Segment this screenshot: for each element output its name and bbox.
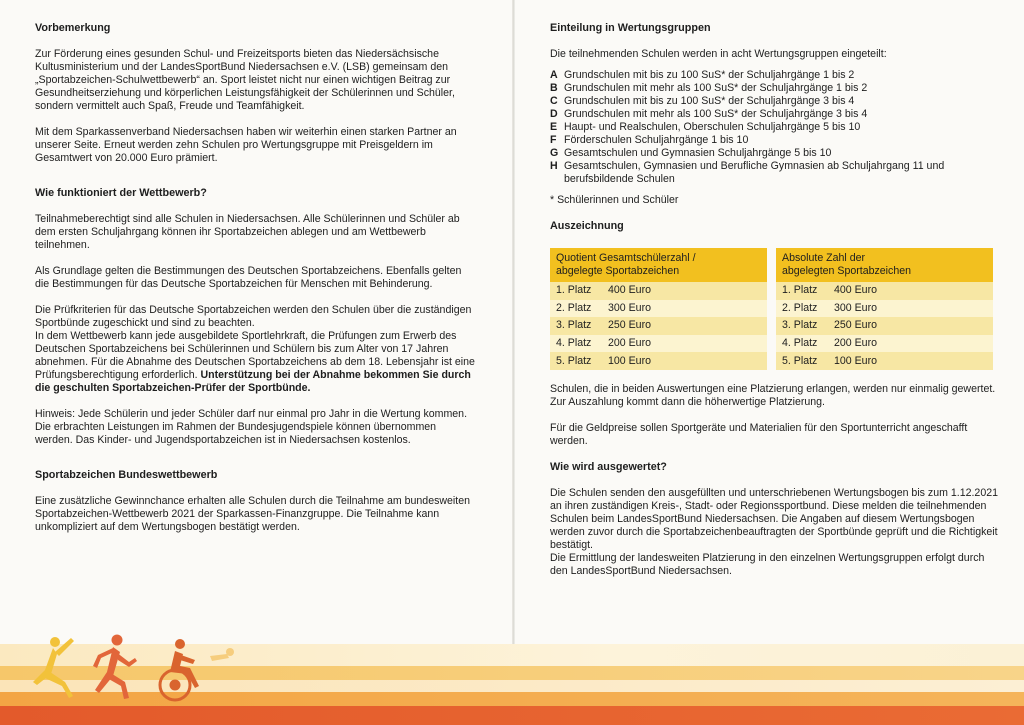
prize-table-header [550, 248, 767, 282]
prize-table-header-line1: Quotient Gesamtschülerzahl / [556, 252, 696, 264]
place-cell: 1. Platz [782, 284, 818, 297]
wettbewerb-hinweis: Hinweis: Jede Schülerin und jeder Schüler darf nur einmal pro Jahr in die Wertung kommen. Die erbrachten Leistungen im Rahmen der Bundesjugendspiele können übernommen werden. Das Kinder- und Jugendsportabzeichen ist in Niedersachsen kostenlos. [35, 408, 468, 446]
prize-tables [550, 248, 998, 370]
amount-cell: 250 Euro [834, 319, 877, 332]
amount-cell: 200 Euro [608, 337, 651, 350]
table-row [776, 335, 993, 353]
group-key: D [550, 108, 558, 120]
prize-table-header [776, 248, 993, 282]
right-column [550, 22, 998, 578]
vorbemerkung-paragraph-1: Zur Förderung eines gesunden Schul- und Freizeitsports bieten das Niedersächsische Kultusministerium und der LandesSportBund Niedersachsen e.V. (LSB) gemeinsam den „Sportabzeichen-Schulwettbewerb“ an. Sport leistet nicht nur einen wichtigen Beitrag zur Gesundheitserziehung und körperlichen Leistungsfähigkeit der Schülerinnen und Schüler, sondern vermittelt auch Spaß, Freude und Teamfähigkeit. [35, 48, 455, 112]
wettbewerb-paragraph-3b-text: In dem Wettbewerb kann jede ausgebildete Sportlehrkraft, die Prüfungen zum Erwerb des Deutschen Sportabzeichens bei Schülerinnen und Schülern bis zum Alter von 17 Jahren abnehmen. Für die Abnahme des Deutschen Sportabzeichens ab dem 18. Lebensjahr ist eine Prüfungsberechtigung erforderlich. [35, 330, 475, 381]
group-key: F [550, 134, 557, 146]
wettbewerb-paragraph-1: Teilnahmeberechtigt sind alle Schulen in Niedersachsen. Alle Schülerinnen und Schüler ab dem ersten Schuljahrgang können ihr Sportabzeichen ablegen und am Wettbewerb teilnehmen. [35, 213, 460, 251]
auszeichnung-paragraph-1: Schulen, die in beiden Auswertungen eine Platzierung erlangen, werden nur einmalig gewertet. Zur Auszahlung kommt dann die höherwertige Platzierung. [550, 382, 996, 408]
place-cell: 3. Platz [556, 319, 592, 332]
table-row [776, 352, 993, 370]
group-key: C [550, 95, 558, 107]
amount-cell: 400 Euro [834, 284, 877, 297]
wettbewerb-paragraph-3a: Die Prüfkriterien für das Deutsche Sportabzeichen werden den Schulen über die zuständigen Sportbünde zugeschickt und sind zu beachten. [35, 304, 472, 329]
wheelchair-athlete-icon [160, 670, 190, 700]
group-list [550, 69, 998, 186]
group-item [550, 95, 998, 108]
sport-figures [25, 630, 245, 725]
table-row [776, 300, 993, 318]
table-row [550, 317, 767, 335]
group-key: A [550, 69, 558, 81]
amount-cell: 200 Euro [834, 337, 877, 350]
heading-wettbewerb: Wie funktioniert der Wettbewerb? [35, 187, 207, 199]
left-column [35, 22, 475, 534]
table-row [550, 335, 767, 353]
prize-table-quotient [550, 248, 767, 370]
group-text: Grundschulen mit mehr als 100 SuS* der Schuljahrgänge 3 bis 4 [564, 108, 868, 120]
bundeswettbewerb-paragraph: Eine zusätzliche Gewinnchance erhalten alle Schulen durch die Teilnahme am bundesweiten Sportabzeichen-Wettbewerb 2021 der Sparkassen-Finanzgruppe. Die Teilnahme kann unkompliziert auf dem Wertungsbogen bestätigt werden. [35, 495, 471, 533]
table-row [550, 352, 767, 370]
swimmer-icon [210, 648, 234, 661]
prize-table-header-line2: abgelegte Sportabzeichen [556, 265, 680, 277]
group-item [550, 69, 998, 82]
group-text: Gesamtschulen und Gymnasien Schuljahrgänge 5 bis 10 [564, 147, 832, 159]
einteilung-intro: Die teilnehmenden Schulen werden in acht Wertungsgruppen eingeteilt: [550, 48, 887, 60]
group-key: G [550, 147, 559, 159]
group-text: Grundschulen mit mehr als 100 SuS* der Schuljahrgänge 1 bis 2 [564, 82, 868, 94]
group-key: H [550, 160, 558, 172]
prize-table-header-line2: abgelegten Sportabzeichen [782, 265, 911, 277]
group-item [550, 82, 998, 95]
wettbewerb-paragraph-3b-bold: Unterstützung bei der Abnahme bekommen Sie durch die geschulten Sportabzeichen-Prüfer der Sportbünde. [35, 369, 471, 394]
place-cell: 4. Platz [556, 337, 592, 350]
amount-cell: 300 Euro [834, 301, 877, 314]
auszeichnung-paragraph-2: Für die Geldpreise sollen Sportgeräte und Materialien für den Sportunterricht angeschafft werden. [550, 421, 968, 447]
wettbewerb-paragraph-2: Als Grundlage gelten die Bestimmungen des Deutschen Sportabzeichens. Ebenfalls gelten die Bestimmungen für das Deutsche Sportabzeichen für Menschen mit Behinderung. [35, 265, 462, 290]
group-item [550, 147, 998, 160]
vorbemerkung-paragraph-2: Mit dem Sparkassenverband Niedersachsen haben wir weiterhin einen starken Partner an unserer Seite. Erneut werden zehn Schulen pro Wertungsgruppe mit Preisgeldern im Gesamtwert von 20.000 Euro prämiert. [35, 126, 457, 164]
heading-auszeichnung: Auszeichnung [550, 220, 624, 232]
amount-cell: 100 Euro [608, 354, 651, 367]
place-cell: 1. Platz [556, 284, 592, 297]
place-cell: 2. Platz [556, 301, 592, 314]
group-text: Grundschulen mit bis zu 100 SuS* der Schuljahrgänge 1 bis 2 [564, 69, 855, 81]
amount-cell: 300 Euro [608, 301, 651, 314]
amount-cell: 100 Euro [834, 354, 877, 367]
group-text: Haupt- und Realschulen, Oberschulen Schuljahrgänge 5 bis 10 [564, 121, 861, 133]
group-footnote: * Schülerinnen und Schüler [550, 194, 679, 206]
heading-vorbemerkung: Vorbemerkung [35, 22, 111, 34]
group-item [550, 108, 998, 121]
decorative-footer [0, 630, 1024, 725]
group-text: Grundschulen mit bis zu 100 SuS* der Schuljahrgänge 3 bis 4 [564, 95, 855, 107]
heading-bundeswettbewerb: Sportabzeichen Bundeswettbewerb [35, 469, 218, 481]
group-key: B [550, 82, 558, 94]
runner-icon [93, 635, 137, 700]
prize-table-body [776, 282, 993, 370]
auswertung-paragraph-2: Die Ermittlung der landesweiten Platzierung in den einzelnen Wertungsgruppen erfolgt durch den LandesSportBund Niedersachsen. [550, 551, 985, 577]
group-item [550, 160, 998, 186]
gymnast-icon [33, 637, 74, 698]
group-item [550, 121, 998, 134]
group-text: Förderschulen Schuljahrgänge 1 bis 10 [564, 134, 749, 146]
group-key: E [550, 121, 558, 133]
prize-table-header-line1: Absolute Zahl der [782, 252, 866, 264]
auswertung-paragraph-1: Die Schulen senden den ausgefüllten und unterschriebenen Wertungsbogen bis zum 1.12.2021 an ihren zuständigen Kreis-, Stadt- oder Regionssportbund. Diese melden die teilnehmenden Schulen beim LandesSportBund Niedersachsen. Die Angaben auf diesem Wertungsbogen werden zuvor durch die Sportabzeichenbeauftragten der Sportbünde geprüft und die Richtigkeit bestätigt. [550, 486, 998, 551]
wettbewerb-paragraph-3b [35, 330, 475, 395]
prize-table-body [550, 282, 767, 370]
table-row [550, 300, 767, 318]
place-cell: 5. Platz [782, 354, 818, 367]
prize-table-absolute [776, 248, 993, 370]
place-cell: 4. Platz [782, 337, 818, 350]
table-row [776, 317, 993, 335]
heading-auswertung: Wie wird ausgewertet? [550, 460, 667, 473]
place-cell: 2. Platz [782, 301, 818, 314]
group-item [550, 134, 998, 147]
place-cell: 3. Platz [782, 319, 818, 332]
place-cell: 5. Platz [556, 354, 592, 367]
table-row [776, 282, 993, 300]
right-page [514, 0, 1024, 725]
group-text: Gesamtschulen, Gymnasien und Berufliche Gymnasien ab Schuljahrgang 11 und berufsbildende Schulen [564, 160, 945, 185]
heading-einteilung: Einteilung in Wertungsgruppen [550, 22, 711, 34]
amount-cell: 400 Euro [608, 284, 651, 297]
amount-cell: 250 Euro [608, 319, 651, 332]
table-row [550, 282, 767, 300]
